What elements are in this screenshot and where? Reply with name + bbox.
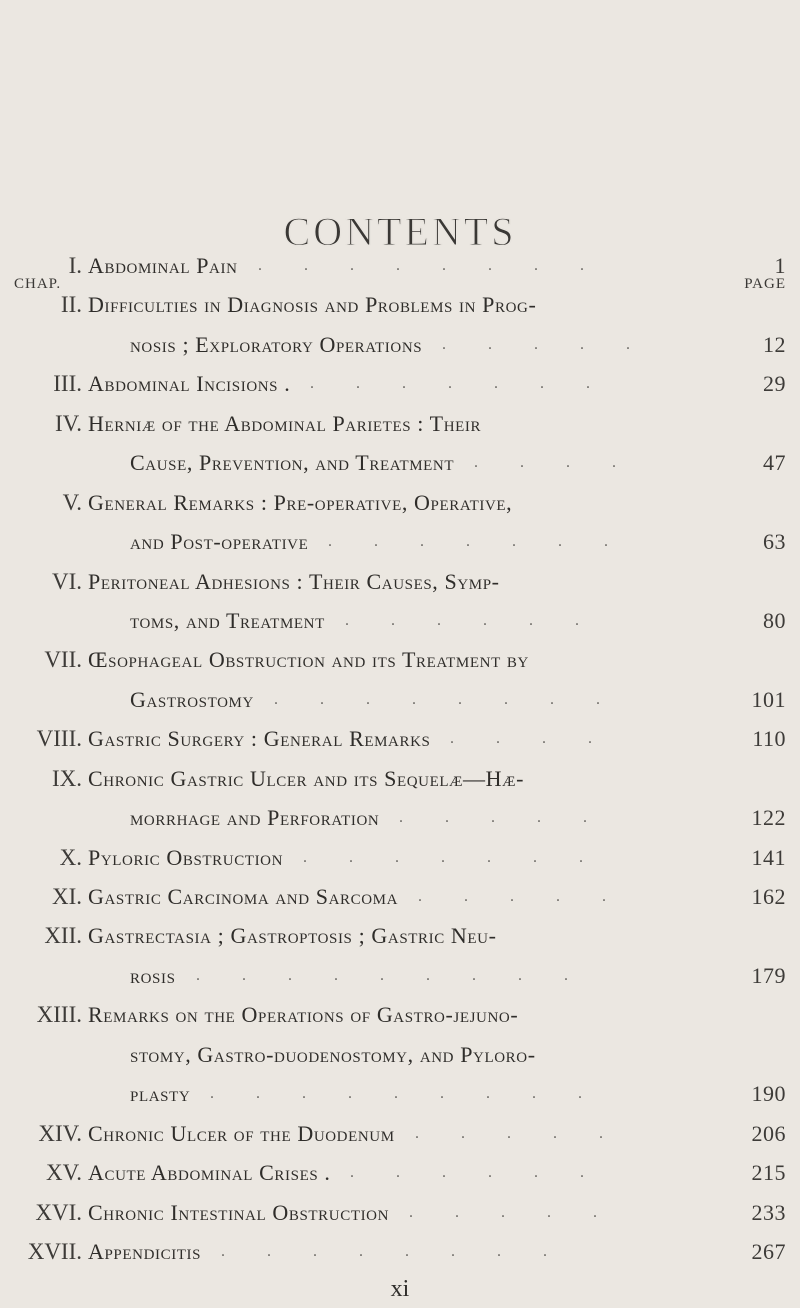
toc-line [0,723,800,755]
chapter-number: I. [68,253,82,278]
toc-line [0,408,800,440]
page-title: CONTENTS [283,209,517,254]
chapter-title: Appendicitis [88,1239,202,1264]
toc-line [0,605,800,637]
leader-dots: ..... [409,1204,639,1221]
chapter-title: Gastric Carcinoma and Sarcoma [88,884,399,909]
chapter-number: XIV. [38,1121,82,1146]
chapter-title: Gastrectasia ; Gastroptosis ; Gastric Neu- [88,923,497,948]
page-folio: xi [390,1276,410,1302]
leader-dots: ....... [303,849,625,866]
toc-line [0,368,800,400]
toc-line [0,566,800,598]
page-number: 12 [763,332,786,357]
page-number: 63 [763,529,786,554]
toc-line [0,684,800,716]
leader-dots: ........ [274,691,642,708]
chapter-number: XVII. [27,1239,82,1264]
toc-line [0,1118,800,1150]
chapter-number: II. [60,292,82,317]
chapter-title: Abdominal Pain [88,253,238,278]
chapter-title: Peritoneal Adhesions : Their Causes, Symp- [88,569,500,594]
toc-line [0,842,800,874]
page-number: 80 [763,608,786,633]
leader-dots: .... [474,454,658,471]
leader-dots: ..... [418,888,648,905]
leader-dots: ...... [345,612,621,629]
toc-line [0,526,800,558]
chapter-title: nosis ; Exploratory Operations [130,332,423,357]
chapter-column-header: CHAP. [14,276,62,292]
toc-line [0,1236,800,1268]
page-number: 101 [751,687,786,712]
page-number: 47 [763,450,786,475]
chapter-title: Acute Abdominal Crises . [88,1160,331,1185]
chapter-title: and Post-operative [130,529,309,554]
chapter-title: Gastrostomy [130,687,254,712]
leader-dots: ....... [328,533,650,550]
toc-line [0,920,800,952]
toc-line [0,250,800,282]
chapter-number: XVI. [35,1200,82,1225]
chapter-title: General Remarks : Pre-operative, Operative, [88,490,513,515]
chapter-title: morrhage and Perforation [130,805,380,830]
toc-line [0,960,800,992]
chapter-number: VII. [44,647,82,672]
chapter-title: Chronic Gastric Ulcer and its Sequelæ—Hæ- [88,766,525,791]
page-number: 141 [751,845,786,870]
toc-line [0,447,800,479]
page-number: 29 [763,371,786,396]
toc-line [0,289,800,321]
toc-line [0,802,800,834]
chapter-title: Pyloric Obstruction [88,845,284,870]
toc-line [0,1039,800,1071]
toc-line [0,487,800,519]
chapter-number: XIII. [36,1002,82,1027]
leader-dots: ..... [399,809,629,826]
chapter-title: Gastric Surgery : General Remarks [88,726,431,751]
page-number: 122 [751,805,786,830]
page-number: 267 [751,1239,786,1264]
toc-line [0,644,800,676]
chapter-title: Herniæ of the Abdominal Parietes : Their [88,411,482,436]
toc-line [0,329,800,361]
chapter-number: XV. [45,1160,82,1185]
chapter-title: Œsophageal Obstruction and its Treatment by [88,647,529,672]
chapter-title: Difficulties in Diagnosis and Problems in Prog- [88,292,537,317]
page-number: 179 [751,963,786,988]
chapter-number: XII. [44,923,82,948]
chapter-title: toms, and Treatment [130,608,325,633]
page-number: 215 [751,1160,786,1185]
chapter-number: III. [53,371,82,396]
leader-dots: ....... [310,375,632,392]
page-number: 206 [751,1121,786,1146]
chapter-number: IX. [51,766,82,791]
chapter-number: V. [62,490,82,515]
toc-line [0,1157,800,1189]
chapter-number: XI. [51,884,82,909]
leader-dots: ......... [196,967,610,984]
page-column-header: PAGE [744,276,786,292]
chapter-number: IV. [54,411,82,436]
chapter-number: X. [59,845,82,870]
chapter-title: rosis [130,963,176,988]
toc-line [0,881,800,913]
page-number: 190 [751,1081,786,1106]
chapter-title: Abdominal Incisions . [88,371,291,396]
chapter-title: Chronic Intestinal Obstruction [88,1200,390,1225]
chapter-number: VI. [51,569,82,594]
leader-dots: ........ [258,257,626,274]
page-number: 110 [752,726,786,751]
chapter-title: plasty [130,1081,191,1106]
chapter-title: Remarks on the Operations of Gastro-jejuno- [88,1002,519,1027]
toc-line [0,1078,800,1110]
toc-line [0,999,800,1031]
page-number: 162 [751,884,786,909]
chapter-number: VIII. [36,726,82,751]
leader-dots: ..... [442,336,672,353]
leader-dots: ..... [415,1125,645,1142]
chapter-title: Cause, Prevention, and Treatment [130,450,455,475]
toc-line [0,1197,800,1229]
toc-line [0,763,800,795]
chapter-title: Chronic Ulcer of the Duodenum [88,1121,395,1146]
leader-dots: ......... [210,1085,624,1102]
chapter-title: stomy, Gastro-duodenostomy, and Pyloro- [130,1042,536,1067]
leader-dots: ...... [350,1164,626,1181]
leader-dots: .... [450,730,634,747]
page-number: 233 [751,1200,786,1225]
page-number: 1 [774,253,786,278]
leader-dots: ........ [221,1243,589,1260]
